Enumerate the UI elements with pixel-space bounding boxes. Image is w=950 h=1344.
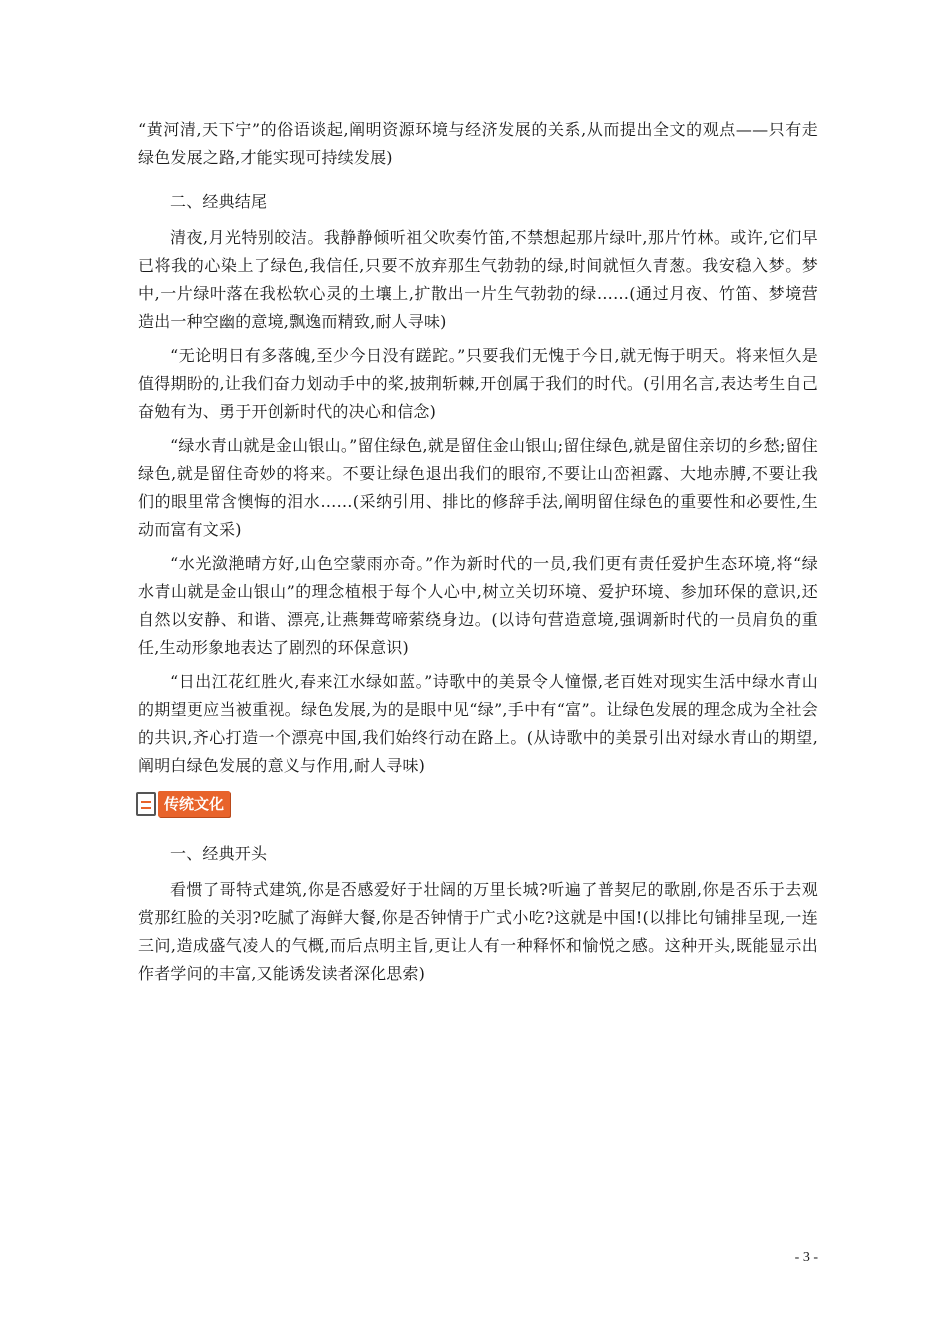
section-heading-opening: 一、经典开头 xyxy=(170,844,268,863)
document-body xyxy=(138,116,818,988)
paragraph: 清夜,月光特别皎洁。我静静倾听祖父吹奏竹笛,不禁想起那片绿叶,那片竹林。或许,它们早已将我的心染上了绿色,我信任,只要不放弃那生气勃勃的绿,时间就恒久青葱。我安稳入梦。梦中,一片绿叶落在我松软心灵的土壤上,扩散出一片生气勃勃的绿……(通过月夜、竹笛、梦境营造出一种空幽的意境,飘逸而精致,耐人寻味) xyxy=(138,228,818,331)
section-heading-ending: 二、经典结尾 xyxy=(170,192,268,211)
page-number: - 3 - xyxy=(794,1250,818,1265)
badge-label: 传统文化 xyxy=(158,791,230,817)
paragraph: “日出江花红胜火,春来江水绿如蓝。”诗歌中的美景令人憧憬,老百姓对现实生活中绿水青山的期望更应当被重视。绿色发展,为的是眼中见“绿”,手中有“富”。让绿色发展的理念成为全社会的共识,齐心打造一个漂亮中国,我们始终行动在路上。(从诗歌中的美景引出对绿水青山的期望,阐明白绿色发展的意义与作用,耐人寻味) xyxy=(138,672,818,775)
notepad-icon xyxy=(136,792,156,816)
paragraph: “无论明日有多落魄,至少今日没有蹉跎。”只要我们无愧于今日,就无悔于明天。将来恒久是值得期盼的,让我们奋力划动手中的桨,披荆斩棘,开创属于我们的时代。(引用名言,表达考生自己奋勉有为、勇于开创新时代的决心和信念) xyxy=(138,346,818,421)
paragraph: “水光潋滟晴方好,山色空蒙雨亦奇。”作为新时代的一员,我们更有责任爱护生态环境,将“绿水青山就是金山银山”的理念植根于每个人心中,树立关切环境、爱护环境、参加环保的意识,还自然以安静、和谐、漂亮,让燕舞莺啼萦绕身边。(以诗句营造意境,强调新时代的一员肩负的重任,生动形象地表达了剧烈的环保意识) xyxy=(138,554,818,657)
paragraph: “绿水青山就是金山银山。”留住绿色,就是留住金山银山;留住绿色,就是留住亲切的乡愁;留住绿色,就是留住奇妙的将来。不要让绿色退出我们的眼帘,不要让山峦袒露、大地赤膊,不要让我们的眼里常含懊悔的泪水……(采纳引用、排比的修辞手法,阐明留住绿色的重要性和必要性,生动而富有文采) xyxy=(138,436,818,539)
paragraph-top: “黄河清,天下宁”的俗语谈起,阐明资源环境与经济发展的关系,从而提出全文的观点——只有走绿色发展之路,才能实现可持续发展) xyxy=(138,120,818,167)
section-badge-traditional-culture xyxy=(136,790,230,818)
paragraph: 看惯了哥特式建筑,你是否感爱好于壮阔的万里长城?听遍了普契尼的歌剧,你是否乐于去观赏那红脸的关羽?吃腻了海鲜大餐,你是否钟情于广式小吃?这就是中国!(以排比句铺排呈现,一连三问,造成盛气凌人的气概,而后点明主旨,更让人有一种释怀和愉悦之感。这种开头,既能显示出作者学问的丰富,又能诱发读者深化思索) xyxy=(138,880,818,983)
spacer xyxy=(138,172,818,178)
